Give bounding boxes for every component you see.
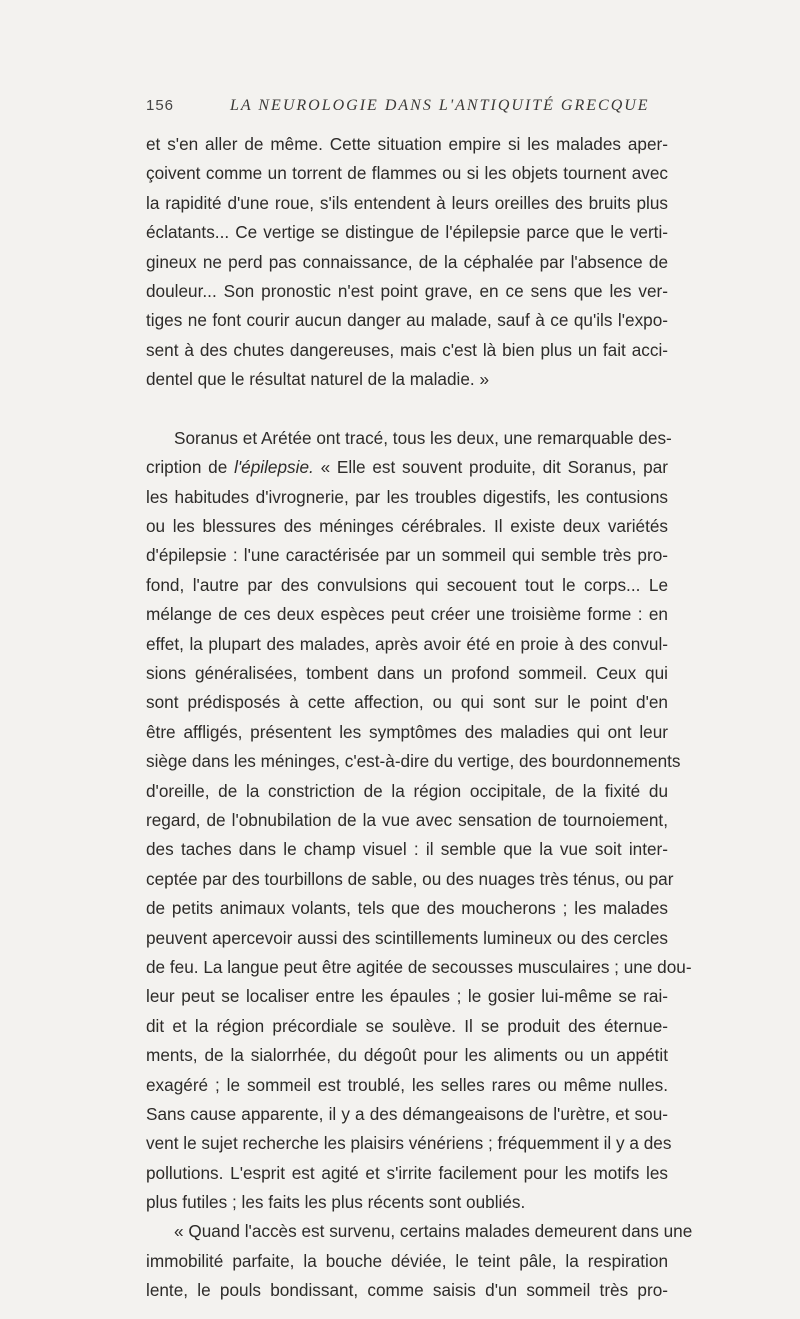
text-line: éclatants... Ce vertige se distingue de l'épilepsie parce que le verti- xyxy=(146,222,668,243)
paragraph-gap xyxy=(146,395,668,424)
text-fragment: « Elle est souvent produite, dit Soranus, par xyxy=(313,457,668,478)
text-line: d'oreille, de la constriction de la région occipitale, de la fixité du xyxy=(146,780,668,801)
text-line: gineux ne perd pas connaissance, de la céphalée par l'absence de xyxy=(146,251,668,272)
running-head xyxy=(146,97,686,121)
text-line: effet, la plupart des malades, après avoir été en proie à des convul- xyxy=(146,633,668,654)
text-line: être affligés, présentent les symptômes des maladies qui ont leur xyxy=(146,721,668,742)
text-line: des taches dans le champ visuel : il semble que la vue soit inter- xyxy=(146,839,668,860)
text-line: dit et la région précordiale se soulève. Il se produit des éternue- xyxy=(146,1015,668,1036)
text-line: et s'en aller de même. Cette situation empire si les malades aper- xyxy=(146,134,668,154)
text-line: Soranus et Arétée ont tracé, tous les deux, une remarquable des- xyxy=(174,427,672,448)
paragraph-vertigo xyxy=(146,130,668,395)
text-line: sont prédisposés à cette affection, ou qui sont sur le point d'en xyxy=(146,692,668,713)
text-line: vent le sujet recherche les plaisirs vénériens ; fréquemment il y a des xyxy=(146,1133,672,1154)
paragraph-attack xyxy=(146,1217,693,1305)
text-line: pollutions. L'esprit est agité et s'irrite facilement pour les motifs les xyxy=(146,1162,668,1183)
text-line: plus futiles ; les faits les plus récents sont oubliés. xyxy=(146,1192,526,1213)
text-line: peuvent apercevoir aussi des scintillements lumineux ou des cercles xyxy=(146,927,668,948)
text-line: les habitudes d'ivrognerie, par les troubles digestifs, les contusions xyxy=(146,486,668,507)
text-line: tiges ne font courir aucun danger au malade, sauf à ce qu'ils l'expo- xyxy=(146,310,668,331)
body-text xyxy=(146,130,693,1306)
text-line: « Quand l'accès est survenu, certains malades demeurent dans une xyxy=(174,1221,693,1242)
text-line: regard, de l'obnubilation de la vue avec sensation de tournoiement, xyxy=(146,809,668,830)
text-line: lente, le pouls bondissant, comme saisis d'un sommeil très pro- xyxy=(146,1280,668,1301)
text-line: sent à des chutes dangereuses, mais c'est là bien plus un fait acci- xyxy=(146,339,668,360)
text-line: ou les blessures des méninges cérébrales. Il existe deux variétés xyxy=(146,516,668,537)
text-line: de feu. La langue peut être agitée de secousses musculaires ; une dou- xyxy=(146,956,692,977)
text-fragment: cription de xyxy=(146,457,235,478)
page-number: 156 xyxy=(146,97,175,114)
text-line: Sans cause apparente, il y a des démangeaisons de l'urètre, et sou- xyxy=(146,1103,668,1124)
text-line: d'épilepsie : l'une caractérisée par un sommeil qui semble très pro- xyxy=(146,545,668,566)
text-line: sions généralisées, tombent dans un profond sommeil. Ceux qui xyxy=(146,663,668,684)
text-line: douleur... Son pronostic n'est point grave, en ce sens que les ver- xyxy=(146,280,668,301)
text-line: dentel que le résultat naturel de la maladie. » xyxy=(146,369,490,390)
italic-term: l'épilepsie. xyxy=(234,457,314,478)
text-line: de petits animaux volants, tels que des moucherons ; les malades xyxy=(146,898,668,919)
text-line: ments, de la sialorrhée, du dégoût pour les aliments ou un appétit xyxy=(146,1045,668,1066)
text-line: çoivent comme un torrent de flammes ou si les objets tournent avec xyxy=(146,163,668,184)
text-line: siège dans les méninges, c'est-à-dire du vertige, des bourdonnements xyxy=(146,751,681,772)
text-line xyxy=(146,453,668,482)
text-line: immobilité parfaite, la bouche déviée, le teint pâle, la respiration xyxy=(146,1250,668,1271)
text-line: leur peut se localiser entre les épaules ; le gosier lui-même se rai- xyxy=(146,986,668,1007)
text-line: mélange de ces deux espèces peut créer une troisième forme : en xyxy=(146,604,668,625)
paragraph-epilepsy xyxy=(146,424,692,1218)
text-line: fond, l'autre par des convulsions qui secouent tout le corps... Le xyxy=(146,574,668,595)
text-line: la rapidité d'une roue, s'ils entendent à leurs oreilles des bruits plus xyxy=(146,192,668,213)
running-title: LA NEUROLOGIE DANS L'ANTIQUITÉ GRECQUE xyxy=(230,97,650,114)
text-line: ceptée par des tourbillons de sable, ou des nuages très ténus, ou par xyxy=(146,868,674,889)
text-line: exagéré ; le sommeil est troublé, les selles rares ou même nulles. xyxy=(146,1074,668,1095)
